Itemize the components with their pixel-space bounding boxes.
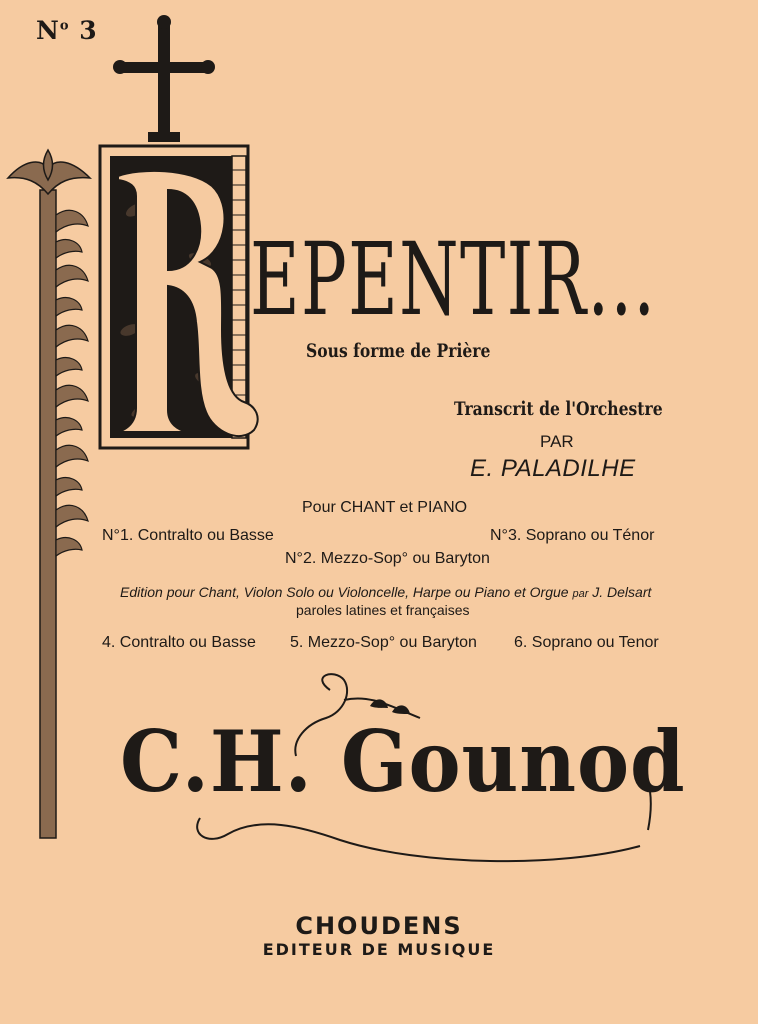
voice-3: N°3. Soprano ou Ténor (490, 527, 655, 544)
publisher-name: CHOUDENS (295, 912, 463, 940)
cover-number (36, 16, 98, 45)
orchestral-arranger: J. Delsart (592, 584, 652, 600)
cover-number-value: 3 (79, 16, 98, 45)
lyrics-note: paroles latines et françaises (296, 602, 470, 618)
voice-2: N°2. Mezzo-Sop° ou Baryton (285, 550, 490, 567)
publisher-subtitle: EDITEUR DE MUSIQUE (262, 940, 496, 959)
subtitle: Sous forme de Prière (306, 340, 491, 362)
cross-icon (113, 15, 215, 142)
orchestral-description (120, 584, 680, 600)
initial-frame (100, 146, 258, 448)
transcription-arranger: E. PALADILHE (470, 455, 636, 482)
transcription-line: Transcrit de l'Orchestre (454, 398, 663, 420)
ornamental-staff (8, 150, 90, 838)
voice-5: 5. Mezzo-Sop° ou Baryton (290, 634, 477, 651)
transcription-by: PAR (540, 432, 574, 451)
voice-1: N°1. Contralto ou Basse (102, 527, 274, 544)
orchestral-description-text: Edition pour Chant, Violon Solo ou Violoncelle, Harpe ou Piano et Orgue (120, 584, 569, 600)
voice-4: 4. Contralto ou Basse (102, 634, 256, 651)
title-text: EPENTIR... (250, 221, 657, 338)
composer-name: C.H. Gounod (120, 712, 686, 811)
chant-heading: Pour CHANT et PIANO (302, 499, 468, 516)
orchestral-par: par (572, 588, 589, 600)
cover-number-suffix: o (59, 18, 70, 34)
voice-6: 6. Soprano ou Tenor (514, 634, 659, 651)
cover-number-prefix: N (36, 16, 60, 45)
